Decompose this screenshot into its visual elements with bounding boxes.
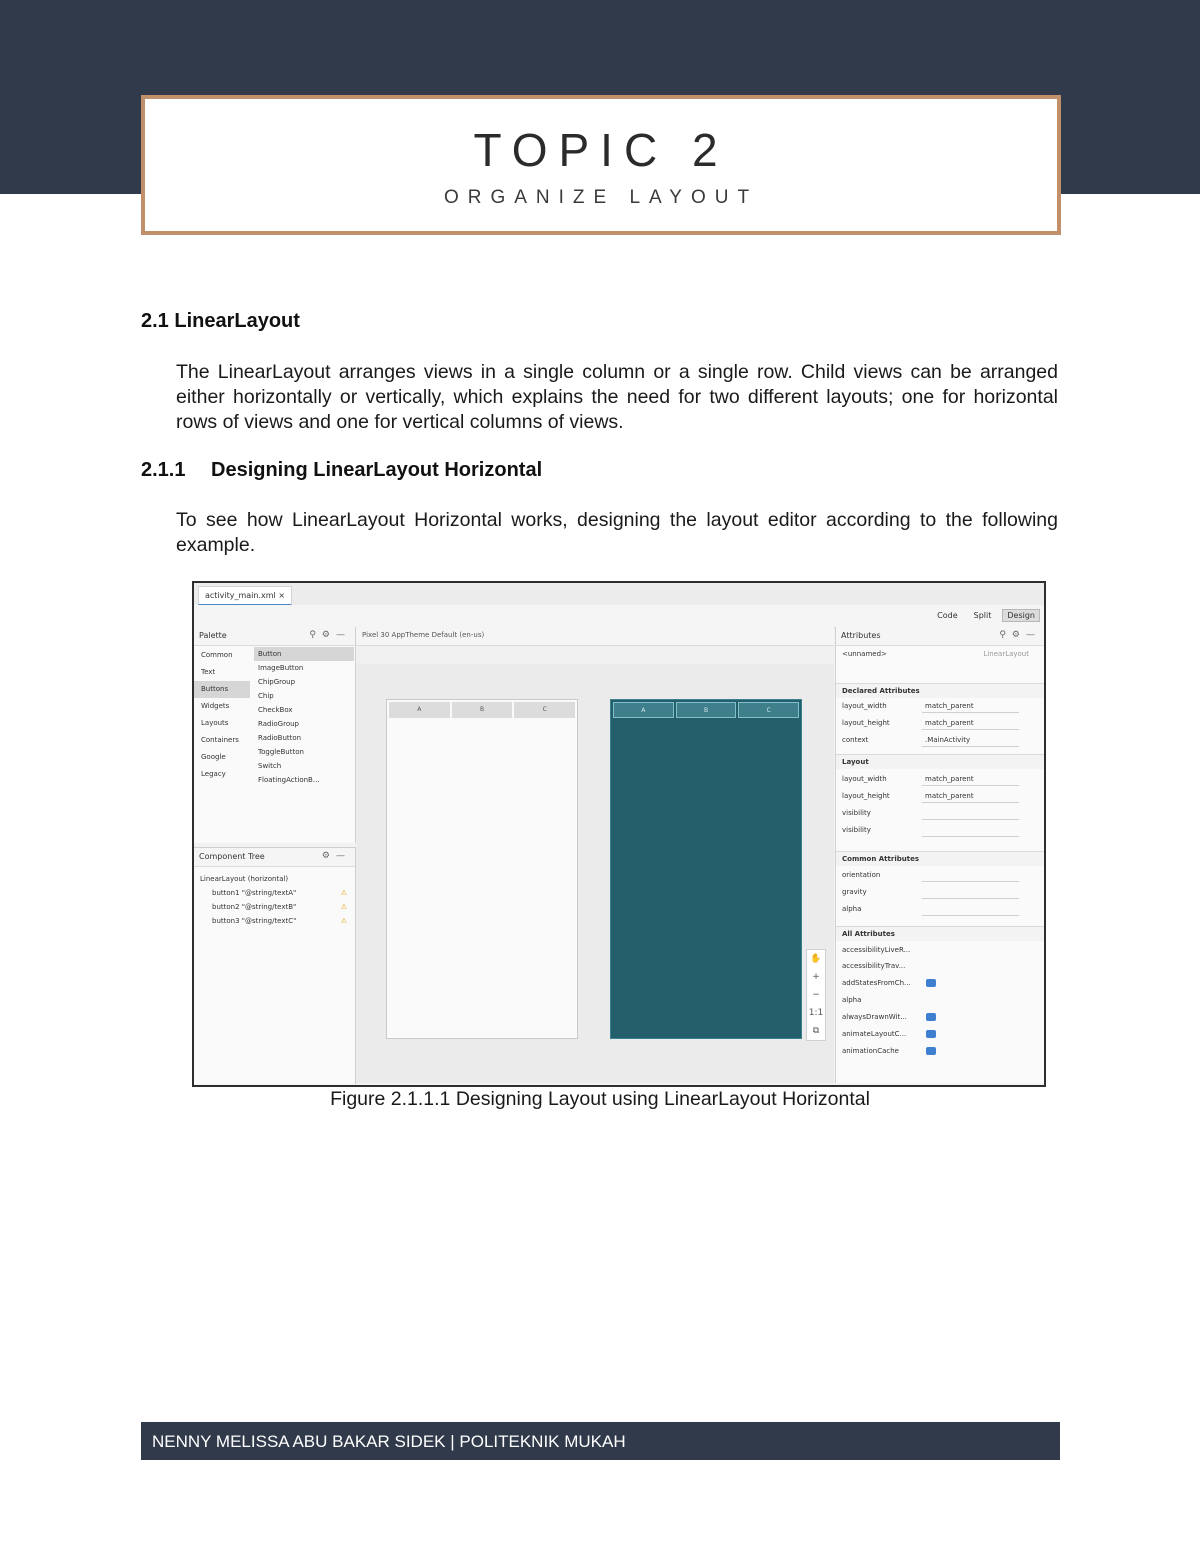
tree-node — [200, 914, 351, 928]
blueprint-button-a: A — [613, 702, 674, 718]
flag-icon — [926, 1030, 936, 1038]
attr-value: .MainActivity — [922, 735, 1019, 747]
palette-item: Chip — [258, 692, 274, 700]
design-canvas — [356, 627, 834, 1083]
palette-category: Containers — [201, 736, 239, 744]
file-tab: activity_main.xml × — [198, 586, 292, 606]
footer-text: NENNY MELISSA ABU BAKAR SIDEK | POLITEKNIK MUKAH — [152, 1432, 626, 1451]
palette-panel — [194, 627, 356, 843]
flag-icon — [926, 1013, 936, 1021]
tree-node-label: button3 "@string/textC" — [212, 917, 297, 925]
figure-caption: Figure 2.1.1.1 Designing Layout using LinearLayout Horizontal — [330, 1088, 870, 1110]
declared-section: Declared Attributes — [836, 683, 1045, 698]
file-tab-label: activity_main.xml — [205, 591, 276, 600]
preview-button-c: C — [514, 702, 575, 718]
all-attributes-section: All Attributes — [836, 926, 1045, 941]
tree-node-label: button2 "@string/textB" — [212, 903, 297, 911]
palette-category: Google — [201, 753, 226, 761]
editor-tab-bar — [194, 583, 1044, 606]
footer-bar — [141, 1422, 1060, 1460]
attr-name: layout_width — [842, 702, 887, 710]
component-tree-title: Component Tree — [199, 852, 265, 861]
palette-item: RadioGroup — [258, 720, 299, 728]
attr-value — [922, 825, 1019, 837]
palette-item: Button — [254, 647, 354, 661]
attr-name: layout_width — [842, 775, 887, 783]
preview-button-a: A — [389, 702, 450, 718]
subsection-paragraph: To see how LinearLayout Horizontal works, designing the layout editor according to the following example. — [176, 509, 1058, 556]
attr-name: alpha — [842, 996, 862, 1004]
attr-name: accessibilityLiveR... — [842, 946, 911, 954]
attr-value: match_parent — [922, 701, 1019, 713]
attributes-icons: ⚲⚙— — [999, 630, 1041, 640]
tree-node-root: LinearLayout (horizontal) — [200, 875, 289, 883]
attr-name: gravity — [842, 888, 867, 896]
zoom-controls: ✋ + − 1:1 ⧉ — [806, 949, 826, 1041]
blueprint-button-c: C — [738, 702, 799, 718]
attr-value — [922, 904, 1019, 916]
canvas-subtoolbar — [356, 646, 834, 664]
tree-node-label: button1 "@string/textA" — [212, 889, 297, 897]
palette-icons: ⚲⚙— — [309, 630, 351, 640]
attr-name: alwaysDrawnWit... — [842, 1013, 907, 1021]
attr-name: animateLayoutC... — [842, 1030, 907, 1038]
attr-name: orientation — [842, 871, 881, 879]
tree-node — [200, 886, 351, 900]
subsection-title: Designing LinearLayout Horizontal — [211, 459, 543, 481]
palette-category: Common — [201, 651, 233, 659]
palette-item: FloatingActionB... — [258, 776, 320, 784]
palette-title: Palette — [199, 631, 227, 640]
attr-name: alpha — [842, 905, 862, 913]
palette-item: CheckBox — [258, 706, 293, 714]
tree-node — [200, 900, 351, 914]
topic-title: TOPIC 2 — [473, 124, 729, 176]
palette-item: ChipGroup — [258, 678, 296, 686]
preview-button-b: B — [452, 702, 513, 718]
palette-item: ImageButton — [258, 664, 304, 672]
layout-section: Layout — [836, 754, 1045, 769]
attr-value — [922, 870, 1019, 882]
warning-icon: ⚠ — [340, 917, 347, 925]
palette-category: Buttons — [194, 681, 250, 698]
mode-code: Code — [937, 611, 958, 620]
palette-category: Legacy — [201, 770, 226, 778]
blueprint-button-b: B — [676, 702, 737, 718]
attr-value: match_parent — [922, 718, 1019, 730]
palette-category: Layouts — [201, 719, 229, 727]
attr-value: match_parent — [922, 791, 1019, 803]
design-preview — [386, 699, 578, 1039]
title-frame — [141, 95, 1061, 235]
attributes-title: Attributes — [841, 631, 881, 640]
common-section: Common Attributes — [836, 851, 1045, 866]
mode-design: Design — [1002, 609, 1040, 622]
palette-item: ToggleButton — [258, 748, 304, 756]
section-heading: 2.1 LinearLayout — [141, 310, 300, 332]
attr-value: match_parent — [922, 774, 1019, 786]
attr-name: visibility — [842, 809, 871, 817]
attr-header-right: LinearLayout — [983, 650, 1029, 658]
attr-name: animationCache — [842, 1047, 899, 1055]
mode-split: Split — [973, 611, 992, 620]
attr-name: visibility — [842, 826, 871, 834]
attr-name: context — [842, 736, 869, 744]
attr-name: layout_height — [842, 719, 890, 727]
palette-item: Switch — [258, 762, 282, 770]
attr-name: accessibilityTrav... — [842, 962, 906, 970]
palette-item: RadioButton — [258, 734, 302, 742]
attr-name: addStatesFromCh... — [842, 979, 911, 987]
attr-value — [922, 808, 1019, 820]
component-tree-panel — [194, 847, 356, 1084]
subsection-heading — [141, 459, 542, 482]
attributes-panel — [835, 627, 1045, 1083]
attr-value — [922, 887, 1019, 899]
section-paragraph: The LinearLayout arranges views in a single column or a single row. Child views can be arranged either horizontally or vertically, which explains the need for two different layouts; one for horizontal rows of views and one for vertical columns of views. — [176, 361, 1058, 433]
flag-icon — [926, 979, 936, 987]
palette-category: Text — [201, 668, 216, 676]
palette-category: Widgets — [201, 702, 230, 710]
mode-bar — [194, 605, 1044, 628]
subsection-number: 2.1.1 — [141, 459, 186, 481]
component-tree-icons: ⚙— — [321, 851, 351, 861]
layout-editor-screenshot — [192, 581, 1046, 1087]
canvas-toolbar-text: Pixel 30 AppTheme Default (en-us) — [362, 631, 485, 639]
warning-icon: ⚠ — [340, 889, 347, 897]
blueprint-preview — [610, 699, 802, 1039]
attr-header-left: <unnamed> — [842, 650, 887, 658]
flag-icon — [926, 1047, 936, 1055]
canvas-toolbar — [356, 627, 834, 646]
attr-name: layout_height — [842, 792, 890, 800]
topic-subtitle: ORGANIZE LAYOUT — [443, 187, 759, 208]
warning-icon: ⚠ — [340, 903, 347, 911]
